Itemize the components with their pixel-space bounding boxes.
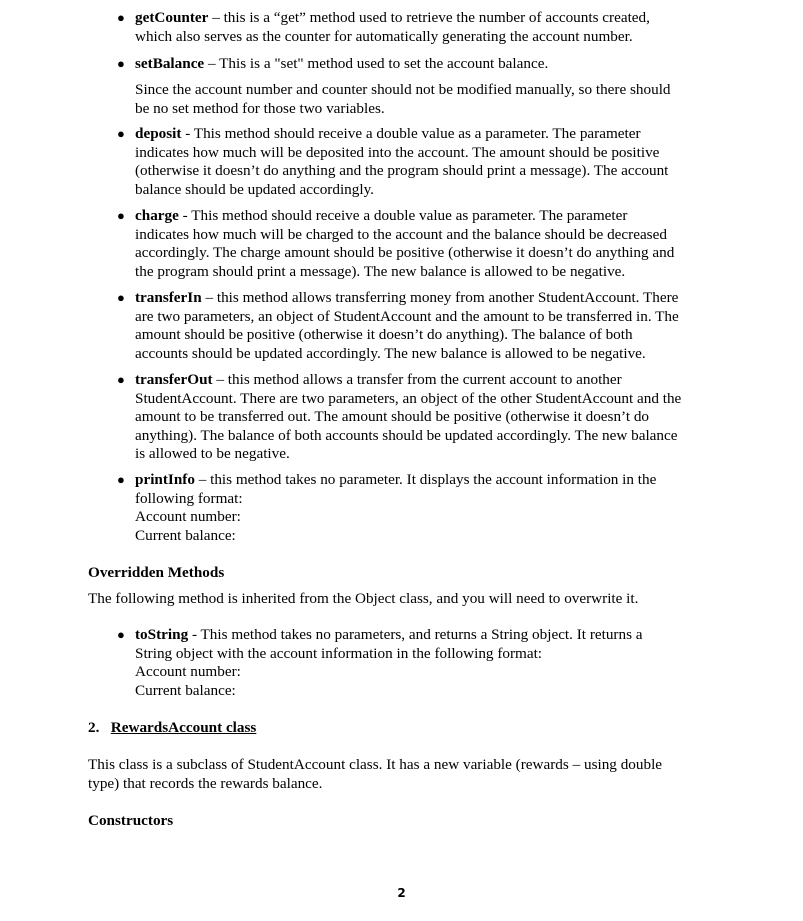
method-item-setbalance xyxy=(117,55,775,74)
line-text: - This method takes no parameters, and returns a String object. It returns a xyxy=(188,626,643,643)
line-text: anything). The balance of both accounts should be updated accordingly. The new balance xyxy=(135,426,678,444)
method-name: printInfo xyxy=(135,471,195,488)
text-line xyxy=(135,125,775,144)
line-text: Account number: xyxy=(135,508,241,526)
method-name: charge xyxy=(135,207,179,224)
line-text: are two parameters, an object of StudentAccount and the amount to be transferred in. The xyxy=(135,307,679,325)
line-text: balance should be updated accordingly. xyxy=(135,180,374,198)
text-line xyxy=(135,490,775,509)
heading-text: Overridden Methods xyxy=(88,564,225,581)
text-line xyxy=(135,289,775,308)
line-text: - This method should receive a double value as a parameter. The parameter xyxy=(181,125,641,142)
bullet-icon: ● xyxy=(117,627,125,642)
line-text: (otherwise it doesn’t do anything and the program should print a message). The account xyxy=(135,162,669,180)
method-name: deposit xyxy=(135,125,182,142)
bullet-icon: ● xyxy=(117,126,125,141)
text-line xyxy=(135,626,775,645)
method-item-getcounter xyxy=(117,9,775,46)
method-item-tostring xyxy=(117,626,775,700)
text-line xyxy=(135,527,775,546)
method-name: transferIn xyxy=(135,289,202,306)
line-text: amount to be transferred out. The amount should be positive (otherwise it doesn’t do xyxy=(135,408,650,426)
line-text: - This method should receive a double value as parameter. The parameter xyxy=(178,207,628,224)
text-line xyxy=(135,371,775,390)
text-line xyxy=(135,100,775,119)
line-text: accounts should be updated accordingly. The new balance is allowed to be negative. xyxy=(135,344,646,362)
bullet-icon: ● xyxy=(117,208,125,223)
method-name: toString xyxy=(135,626,189,643)
text-line xyxy=(135,263,775,282)
line-text: Current balance: xyxy=(135,526,236,544)
section-number: 2. xyxy=(88,719,100,736)
text-line xyxy=(135,345,775,364)
bullet-icon: ● xyxy=(117,472,125,487)
line-text: String object with the account information in the following format: xyxy=(135,644,543,662)
line-text: – this method takes no parameter. It displays the account information in the xyxy=(194,471,657,488)
text-line xyxy=(135,9,775,28)
section-2-description xyxy=(88,756,728,793)
method-item-transferout xyxy=(117,371,775,464)
method-item-printinfo xyxy=(117,471,775,545)
text-line xyxy=(135,55,775,74)
line-text: which also serves as the counter for automatically generating the account number. xyxy=(135,27,633,45)
text-line xyxy=(135,207,775,226)
text-line xyxy=(135,162,775,181)
page-number: 2 xyxy=(397,886,406,900)
line-text: – This is a "set" method used to set the account balance. xyxy=(204,55,549,72)
line-text: Account number: xyxy=(135,663,241,681)
line-text: – this is a “get” method used to retrieve the number of accounts created, xyxy=(208,9,650,26)
overridden-heading xyxy=(88,564,728,583)
text-line xyxy=(135,427,775,446)
method-name: setBalance xyxy=(135,55,205,72)
bullet-icon: ● xyxy=(117,56,125,71)
line-text: is allowed to be negative. xyxy=(135,445,290,463)
text-line xyxy=(135,326,775,345)
line-text: indicates how much will be deposited into the account. The amount should be positive xyxy=(135,143,660,161)
line-text: indicates how much will be charged to the account and the balance should be decreased xyxy=(135,225,667,243)
text-line xyxy=(135,181,775,200)
line-text: be no set method for those two variables. xyxy=(135,99,385,117)
text-line xyxy=(135,445,775,464)
text-line xyxy=(135,28,775,47)
heading-text: Constructors xyxy=(88,812,174,829)
text-line xyxy=(135,144,775,163)
bullet-icon: ● xyxy=(117,372,125,387)
text-line xyxy=(135,682,775,701)
method-item-charge xyxy=(117,207,775,281)
text-line xyxy=(135,408,775,427)
line-text: – this method allows a transfer from the current account to another xyxy=(212,371,622,388)
line-text: StudentAccount. There are two parameters, an object of the other StudentAccount and the xyxy=(135,389,682,407)
method-name: transferOut xyxy=(135,371,213,388)
line-text: Current balance: xyxy=(135,681,236,699)
text-line xyxy=(135,81,775,100)
overridden-intro: The following method is inherited from the Object class, and you will need to overwrite it. xyxy=(88,590,639,607)
text-line xyxy=(135,226,775,245)
method-item-deposit xyxy=(117,125,775,199)
text-line: type) that records the rewards balance. xyxy=(88,774,323,792)
line-text: accordingly. The charge amount should be positive (otherwise it doesn’t do anything and xyxy=(135,244,675,262)
bullet-icon: ● xyxy=(117,290,125,305)
method-name: getCounter xyxy=(135,9,209,26)
text-line xyxy=(135,508,775,527)
text-line xyxy=(135,663,775,682)
line-text: Since the account number and counter should not be modified manually, so there should xyxy=(135,81,671,98)
line-text: amount should be positive (otherwise it doesn’t do anything). The balance of both xyxy=(135,326,633,344)
text-line xyxy=(135,645,775,664)
constructors-heading xyxy=(88,812,728,831)
text-line xyxy=(135,471,775,490)
text-line xyxy=(135,390,775,409)
section-title: RewardsAccount class xyxy=(110,719,257,736)
line-text: following format: xyxy=(135,489,243,507)
section-2-heading xyxy=(88,719,728,738)
line-text: – this method allows transferring money from another StudentAccount. There xyxy=(201,289,679,306)
bullet-icon: ● xyxy=(117,10,125,25)
method-item-transferin xyxy=(117,289,775,363)
text-line xyxy=(135,308,775,327)
line-text: the program should print a message). The new balance is allowed to be negative. xyxy=(135,262,626,280)
text-line: This class is a subclass of StudentAccount class. It has a new variable (rewards – using double xyxy=(88,756,663,773)
text-line xyxy=(135,244,775,263)
note-paragraph xyxy=(135,81,775,118)
